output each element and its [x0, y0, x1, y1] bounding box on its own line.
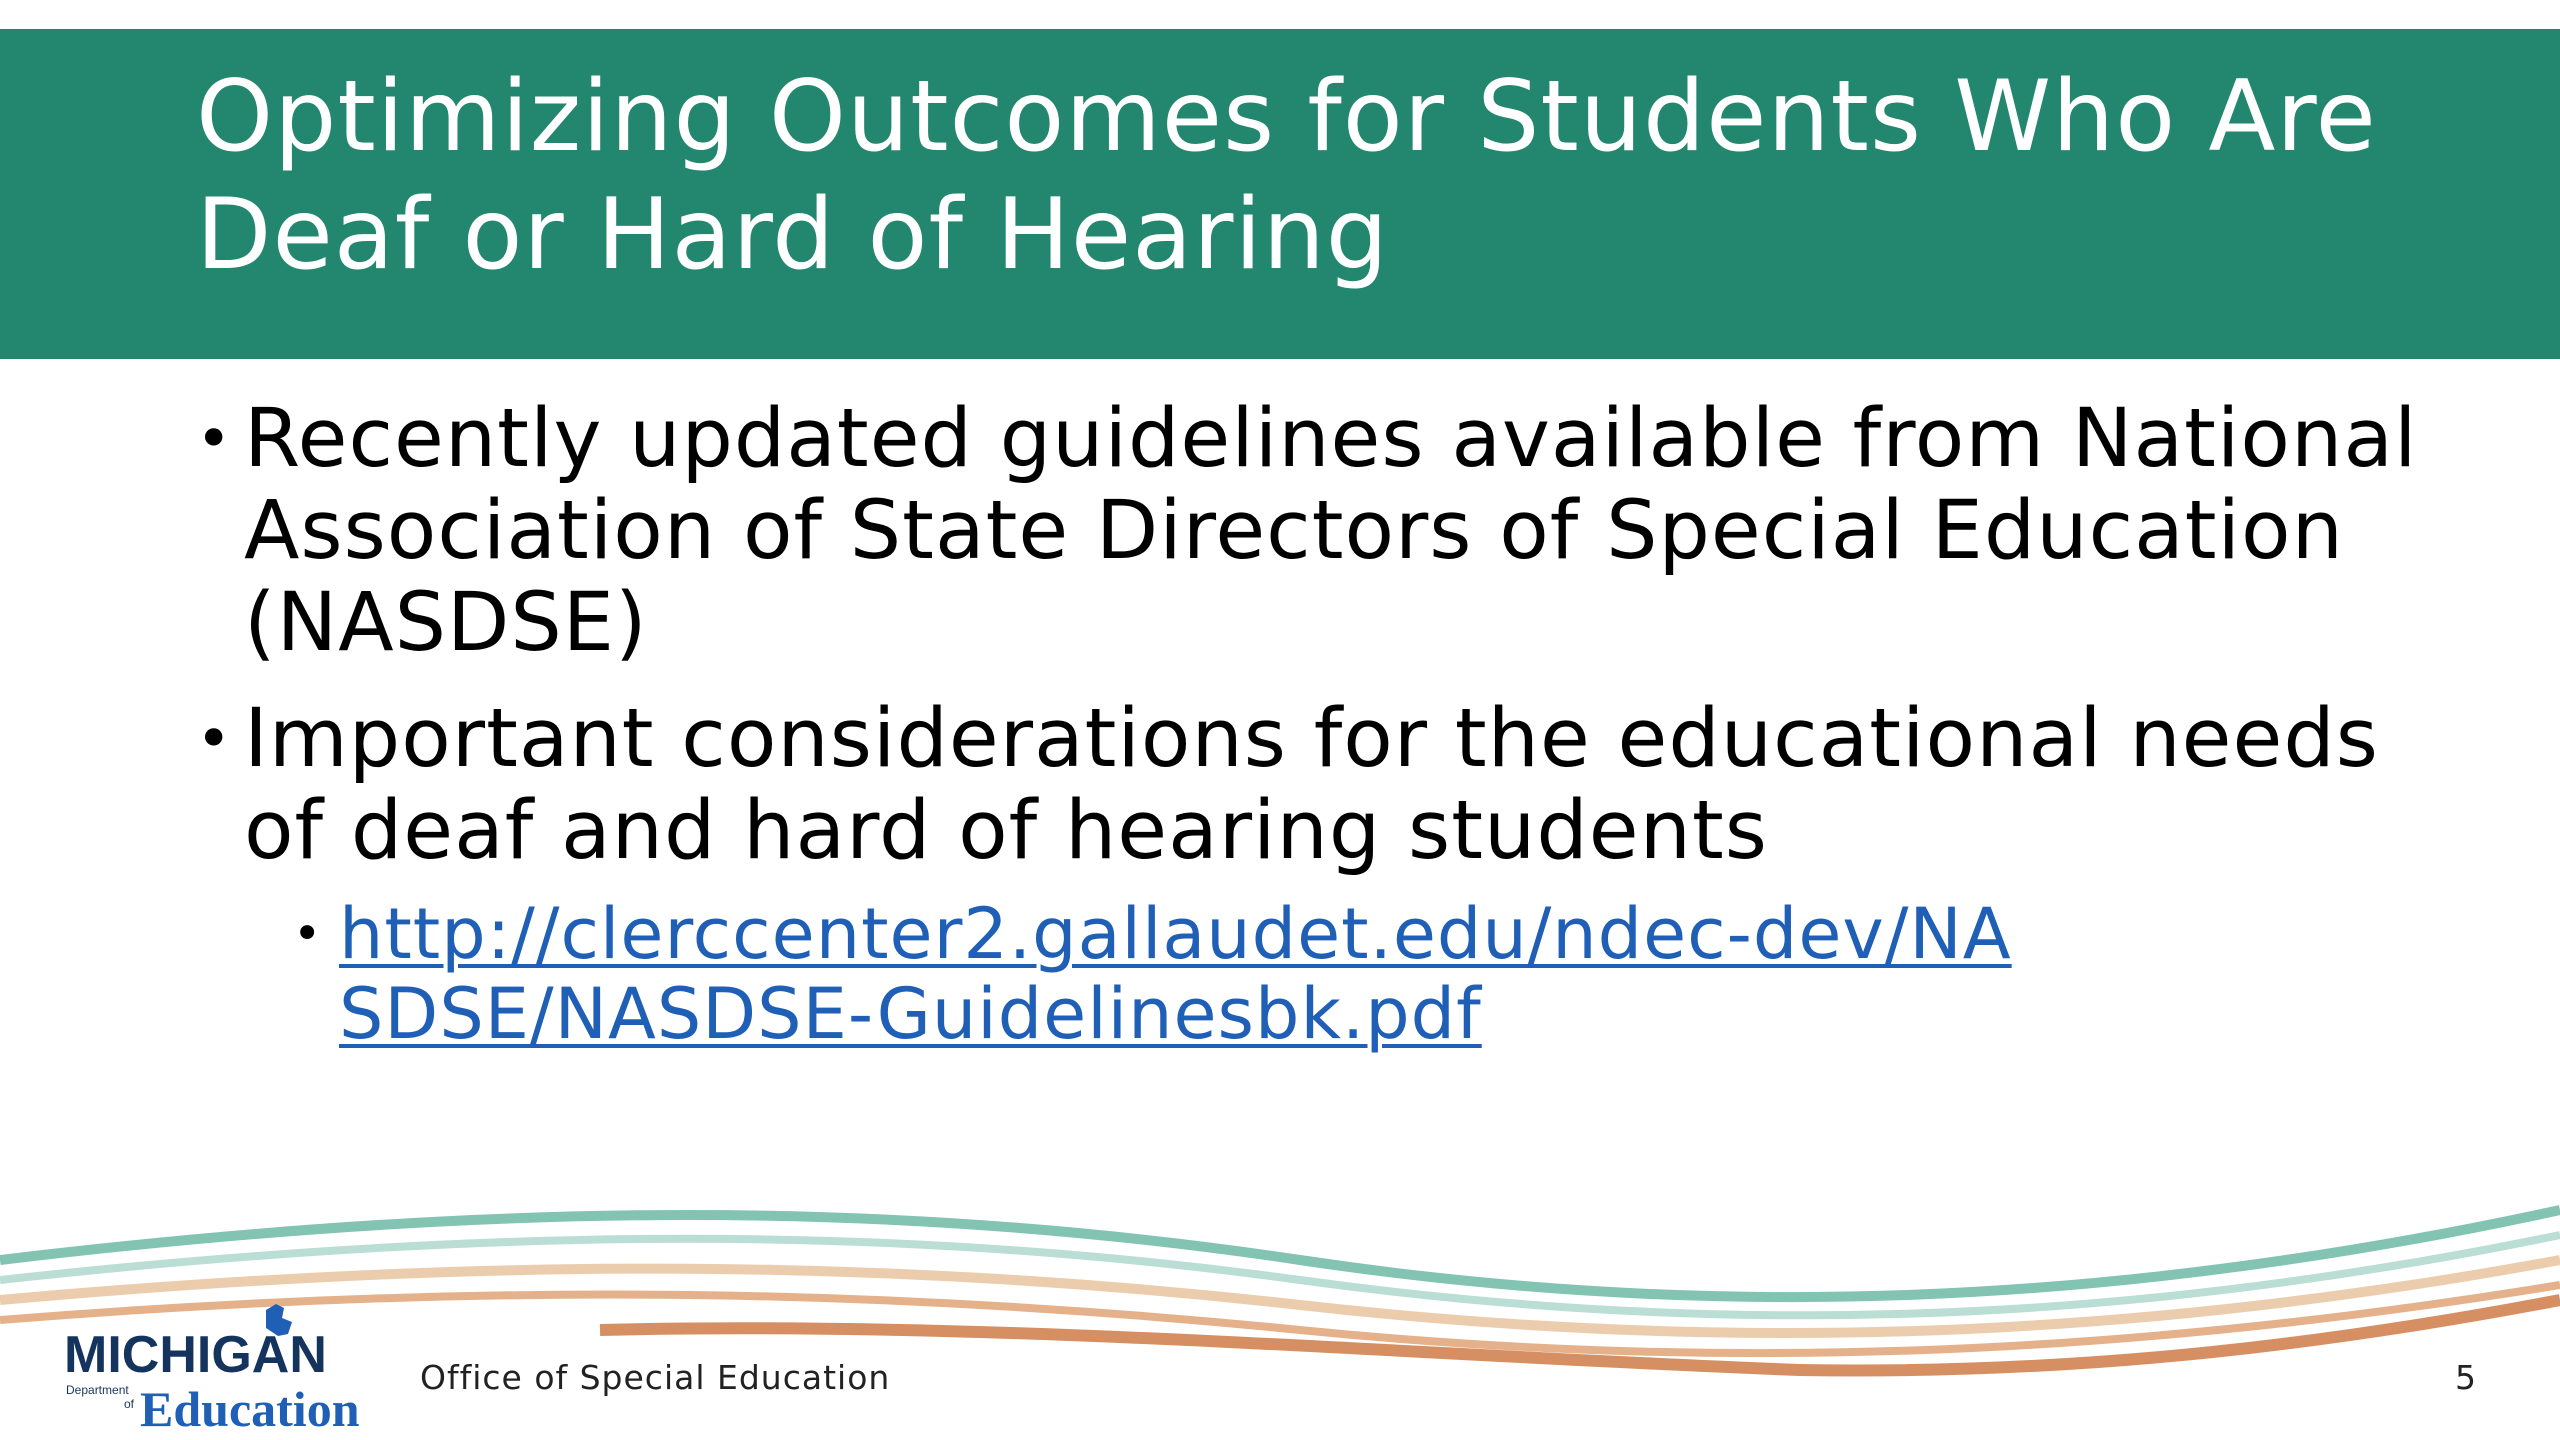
- michigan-education-logo: [64, 1300, 384, 1430]
- sub-bullet-dot-icon: •: [293, 906, 323, 962]
- guidelines-pdf-link[interactable]: http://clerccenter2.gallaudet.edu/ndec-dev/NASDSE/NASDSE-Guidelinesbk.pdf: [339, 893, 2012, 1055]
- bullet-dot-icon: •: [196, 404, 233, 474]
- sub-bullet-item: [293, 894, 2039, 1054]
- bullet-item: [196, 393, 2444, 669]
- bullet-dot-icon: •: [196, 704, 233, 774]
- bullet-item: [196, 693, 2444, 877]
- svg-text:of: of: [124, 1397, 135, 1411]
- svg-text:Department: Department: [66, 1383, 129, 1397]
- page-number: 5: [2455, 1358, 2476, 1397]
- footer-office-text: Office of Special Education: [420, 1358, 891, 1397]
- svg-text:Education: Education: [140, 1381, 360, 1430]
- slide-title: Optimizing Outcomes for Students Who Are Deaf or Hard of Hearing: [196, 60, 2377, 292]
- bullet-text: Important considerations for the educational needs of deaf and hard of hearing students: [244, 692, 2379, 878]
- svg-text:MICHIGAN: MICHIGAN: [64, 1326, 327, 1384]
- bullet-text: Recently updated guidelines available from National Association of State Directors of Special Education (NASDSE): [244, 392, 2418, 670]
- footer-swoosh-graphic: [0, 1180, 2560, 1440]
